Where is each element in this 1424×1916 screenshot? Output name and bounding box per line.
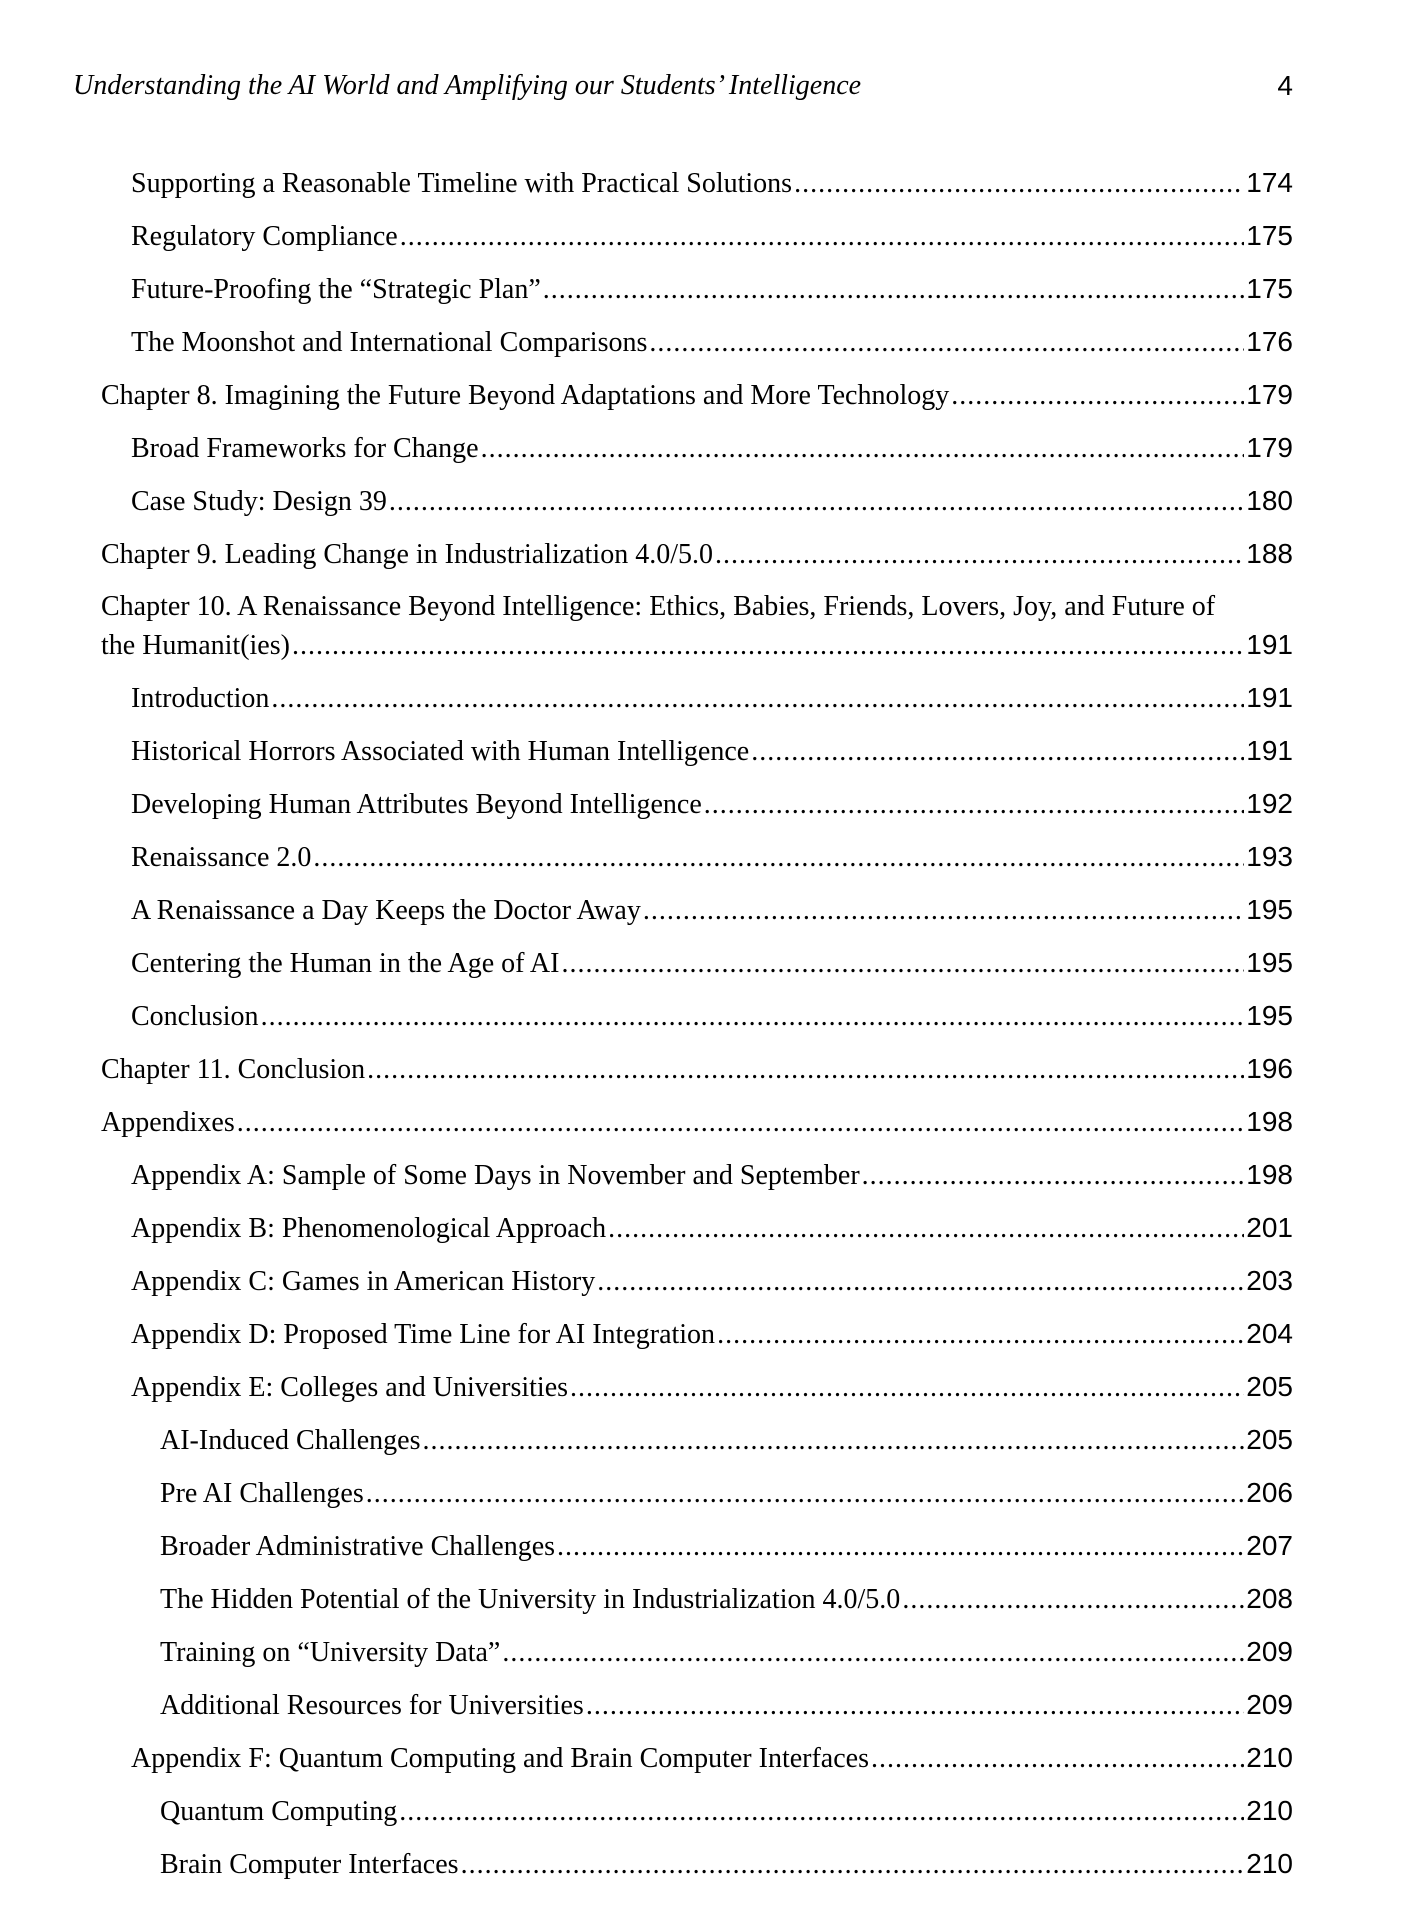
- toc-entry-page: 195: [1246, 1000, 1293, 1032]
- toc-entry-page: 195: [1246, 947, 1293, 979]
- toc-entry[interactable]: [160, 1844, 1293, 1884]
- header-page-number: 4: [1277, 70, 1293, 101]
- dot-leader: [366, 1474, 1245, 1514]
- dot-leader: [902, 1580, 1244, 1620]
- toc-entry-page: 191: [1246, 682, 1293, 714]
- toc-entry-text: the Humanit(ies): [101, 630, 290, 662]
- toc-entry-page: 205: [1246, 1371, 1293, 1403]
- toc-entry[interactable]: [160, 1526, 1293, 1566]
- toc-entry[interactable]: [131, 269, 1293, 309]
- toc-entry-text: Appendix B: Phenomenological Approach: [131, 1213, 607, 1245]
- dot-leader: [751, 732, 1244, 772]
- toc-entry-page: 176: [1246, 326, 1293, 357]
- dot-leader: [794, 164, 1244, 204]
- toc-entry-page: 207: [1246, 1530, 1293, 1562]
- toc-entry[interactable]: [160, 1685, 1293, 1725]
- dot-leader: [649, 323, 1244, 363]
- toc-entry-page: 174: [1246, 167, 1293, 198]
- toc-entry-text: Centering the Human in the Age of AI: [131, 948, 560, 980]
- toc-entry[interactable]: [131, 163, 1293, 203]
- dot-leader: [399, 1792, 1244, 1832]
- toc-entry-text: AI-Induced Challenges: [160, 1425, 421, 1457]
- dot-leader: [871, 1739, 1244, 1779]
- dot-leader: [367, 1050, 1244, 1090]
- toc-entry-text: Appendix F: Quantum Computing and Brain Computer Interfaces: [131, 1743, 869, 1775]
- toc-entry[interactable]: [131, 784, 1293, 824]
- dot-leader: [561, 944, 1244, 984]
- toc-entry-text: Regulatory Compliance: [131, 221, 398, 252]
- toc-entry[interactable]: [101, 534, 1293, 574]
- toc-entry[interactable]: [131, 216, 1293, 256]
- toc-entry-page: 210: [1246, 1742, 1293, 1774]
- toc-entry[interactable]: [160, 1473, 1293, 1513]
- toc-entry[interactable]: [101, 1049, 1293, 1089]
- toc-entry-text-line1: Chapter 10. A Renaissance Beyond Intelligence: Ethics, Babies, Friends, Lovers, Joy, and Future of: [101, 591, 1216, 622]
- toc-entry-text: The Hidden Potential of the University in Industrialization 4.0/5.0: [160, 1584, 901, 1616]
- toc-entry-text: Chapter 11. Conclusion: [101, 1054, 366, 1086]
- dot-leader: [292, 626, 1244, 666]
- toc-entry[interactable]: [160, 1632, 1293, 1672]
- toc-entry-text: Broader Administrative Challenges: [160, 1531, 556, 1563]
- toc-entry-text: Quantum Computing: [160, 1796, 398, 1828]
- toc-entry-text: Appendix D: Proposed Time Line for AI Integration: [131, 1319, 716, 1351]
- toc-entry-page: 206: [1246, 1477, 1293, 1509]
- dot-leader: [502, 1633, 1244, 1673]
- toc-entry-page: 203: [1246, 1265, 1293, 1297]
- toc-entry-page: 198: [1246, 1106, 1293, 1138]
- toc-entry-text: Developing Human Attributes Beyond Intelligence: [131, 789, 702, 821]
- header-title: Understanding the AI World and Amplifying our Students’ Intelligence: [73, 70, 862, 101]
- toc-entry-text: Appendix A: Sample of Some Days in November and September: [131, 1160, 860, 1192]
- dot-leader: [608, 1209, 1244, 1249]
- toc-entry-page: 195: [1246, 894, 1293, 926]
- toc-entry-page: 201: [1246, 1212, 1293, 1244]
- toc-entry-text: Renaissance 2.0: [131, 842, 312, 874]
- toc-entry-text: Brain Computer Interfaces: [160, 1849, 459, 1881]
- dot-leader: [643, 891, 1244, 931]
- toc-entry-text: Appendix E: Colleges and Universities: [131, 1372, 569, 1404]
- dot-leader: [951, 376, 1244, 416]
- toc-entry[interactable]: [131, 428, 1293, 468]
- dot-leader: [481, 429, 1245, 469]
- toc-entry-page: 192: [1246, 788, 1293, 820]
- toc-entry[interactable]: [131, 1155, 1293, 1195]
- dot-leader: [704, 785, 1245, 825]
- toc-entry-text: Case Study: Design 39: [131, 486, 387, 517]
- dot-leader: [400, 217, 1245, 257]
- toc-entry-page: 191: [1246, 735, 1293, 767]
- toc-entry[interactable]: [131, 1367, 1293, 1407]
- toc-entry-text: Historical Horrors Associated with Human Intelligence: [131, 736, 750, 768]
- toc-entry-text: Chapter 9. Leading Change in Industrialization 4.0/5.0: [101, 539, 713, 570]
- toc-entry-page: 188: [1246, 538, 1293, 569]
- toc-entry-text: Conclusion: [131, 1001, 259, 1033]
- toc-entry-text: Chapter 8. Imagining the Future Beyond Adaptations and More Technology: [101, 380, 950, 411]
- toc-entry-page: 191: [1246, 629, 1293, 661]
- dot-leader: [570, 1368, 1244, 1408]
- toc-entry[interactable]: [131, 1261, 1293, 1301]
- dot-leader: [586, 1686, 1244, 1726]
- toc-entry[interactable]: [131, 678, 1293, 718]
- toc-entry[interactable]: [131, 1738, 1293, 1778]
- toc-entry-page: 205: [1246, 1424, 1293, 1456]
- toc-entry-text: Appendix C: Games in American History: [131, 1266, 596, 1298]
- dot-leader: [313, 838, 1244, 878]
- dot-leader: [862, 1156, 1245, 1196]
- toc-entry[interactable]: [101, 375, 1293, 415]
- toc-entry[interactable]: [131, 322, 1293, 362]
- toc-entry-text: Broad Frameworks for Change: [131, 433, 479, 464]
- toc-entry[interactable]: [131, 731, 1293, 771]
- toc-entry[interactable]: [160, 1420, 1293, 1460]
- toc-entry-page: 179: [1246, 432, 1293, 463]
- toc-entry[interactable]: [131, 1314, 1293, 1354]
- toc-entry[interactable]: [131, 837, 1293, 877]
- dot-leader: [261, 997, 1245, 1037]
- toc-entry[interactable]: [131, 481, 1293, 521]
- toc-entry-text: Pre AI Challenges: [160, 1478, 364, 1510]
- toc-entry[interactable]: [160, 1579, 1293, 1619]
- toc-entry-page: 193: [1246, 841, 1293, 873]
- toc-entry[interactable]: [160, 1791, 1293, 1831]
- dot-leader: [422, 1421, 1244, 1461]
- toc-entry-text: Future-Proofing the “Strategic Plan”: [131, 274, 541, 305]
- toc-entry[interactable]: [101, 1102, 1293, 1142]
- toc-entry[interactable]: [131, 996, 1293, 1036]
- toc-entry-page: 209: [1246, 1636, 1293, 1668]
- toc-entry-page: 179: [1246, 379, 1293, 410]
- dot-leader: [543, 270, 1244, 310]
- toc-entry-page: 196: [1246, 1053, 1293, 1085]
- toc-entry-text: Appendixes: [101, 1107, 235, 1139]
- toc-entry-page: 210: [1246, 1795, 1293, 1827]
- toc-entry[interactable]: [131, 943, 1293, 983]
- toc-entry-page: 175: [1246, 273, 1293, 304]
- toc-entry-text: A Renaissance a Day Keeps the Doctor Away: [131, 895, 641, 927]
- toc-entry-text: The Moonshot and International Comparisons: [131, 327, 648, 358]
- dot-leader: [717, 1315, 1244, 1355]
- toc-entry-page: 208: [1246, 1583, 1293, 1615]
- toc-entry-text: Additional Resources for Universities: [160, 1690, 584, 1722]
- dot-leader: [557, 1527, 1244, 1567]
- toc-entry[interactable]: [101, 625, 1293, 665]
- dot-leader: [597, 1262, 1244, 1302]
- toc-entry-page: 209: [1246, 1689, 1293, 1721]
- dot-leader: [715, 535, 1244, 575]
- toc-entry-page: 204: [1246, 1318, 1293, 1350]
- dot-leader: [461, 1845, 1245, 1885]
- toc-entry[interactable]: [131, 890, 1293, 930]
- toc-entry-page: 180: [1246, 485, 1293, 516]
- toc-entry-text: Training on “University Data”: [160, 1637, 501, 1669]
- toc-entry-page: 175: [1246, 220, 1293, 251]
- dot-leader: [389, 482, 1244, 522]
- toc-entry-text: Supporting a Reasonable Timeline with Practical Solutions: [131, 168, 793, 199]
- toc-entry-text: Introduction: [131, 683, 270, 715]
- dot-leader: [237, 1103, 1245, 1143]
- toc-entry-page: 210: [1246, 1848, 1293, 1880]
- toc-entry[interactable]: [131, 1208, 1293, 1248]
- toc-entry-page: 198: [1246, 1159, 1293, 1191]
- dot-leader: [271, 679, 1244, 719]
